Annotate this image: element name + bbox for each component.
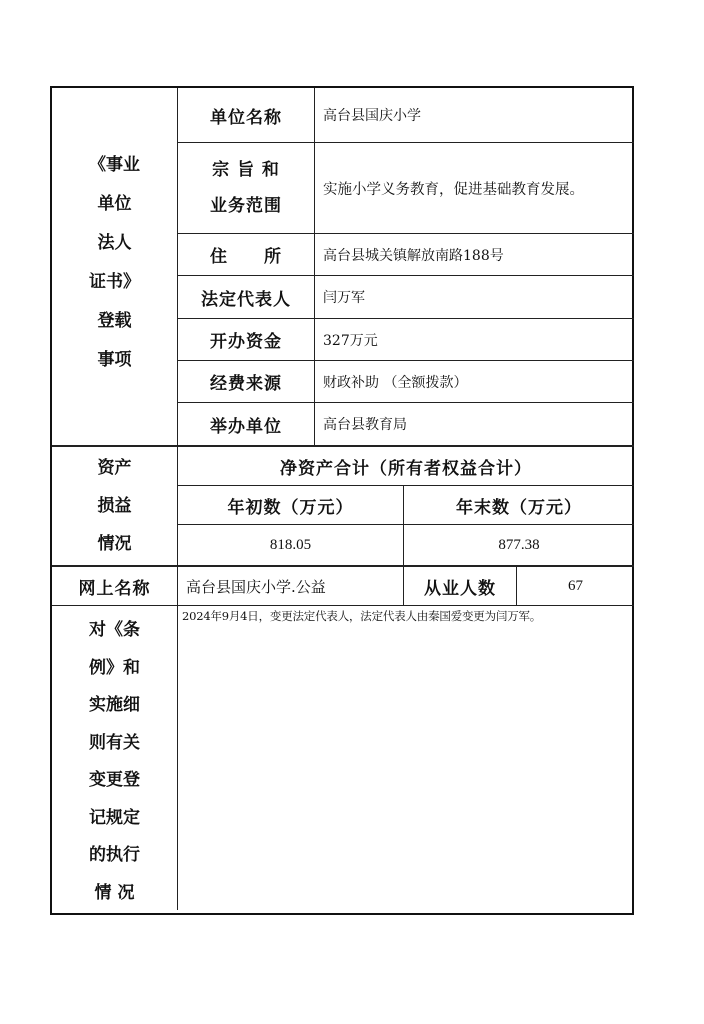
section2-title-line: 损益	[97, 496, 132, 516]
section4-title-line: 记规定	[89, 807, 140, 828]
unit-name-label: 单位名称	[210, 107, 282, 128]
online-name-label: 网上名称	[78, 578, 151, 599]
purpose-label	[178, 143, 314, 233]
section4-title-line: 情 况	[94, 882, 135, 903]
section2-title-line: 资产	[97, 458, 132, 478]
unit-name-value: 高台县国庆小学	[323, 108, 421, 124]
section1-title-line: 《事业	[89, 155, 140, 175]
section4-title-line: 对《条	[89, 620, 140, 640]
section4-title-line: 的执行	[89, 845, 140, 865]
section4-title-line: 例》和	[89, 657, 140, 678]
change-record-content: 2024年9月4日，变更法定代表人，法定代表人由秦国爱变更为闫万军。	[182, 609, 542, 623]
funding-source-value: 财政补助 （全额拨款）	[323, 374, 468, 391]
funding-source-label: 经费来源	[210, 374, 282, 394]
section4-title-line: 则有关	[89, 732, 140, 753]
end-year-header: 年末数（万元）	[456, 497, 582, 518]
staff-count-value: 67	[568, 577, 583, 594]
section1-title-line: 法人	[97, 233, 132, 253]
section2-title-line: 情况	[97, 534, 132, 554]
end-year-value: 877.38	[498, 536, 540, 553]
address-value: 高台县城关镇解放南路188号	[323, 247, 504, 264]
purpose-value: 实施小学义务教育，促进基础教育发展。	[323, 181, 584, 198]
online-name-value: 高台县国庆小学.公益	[186, 577, 326, 596]
section1-title-line: 事项	[97, 350, 132, 370]
section4-title-line: 实施细	[89, 695, 140, 715]
net-assets-header: 净资产合计（所有者权益合计）	[280, 458, 532, 479]
sponsor-label: 举办单位	[210, 416, 282, 437]
section1-title	[52, 88, 177, 438]
section2-title	[52, 447, 177, 565]
begin-year-value: 818.05	[269, 536, 312, 553]
legal-rep-label: 法定代表人	[201, 289, 291, 310]
capital-value: 327万元	[323, 332, 378, 349]
section1-title-line: 证书》	[89, 272, 140, 292]
purpose-label-line: 业务范围	[210, 196, 282, 216]
capital-label: 开办资金	[210, 332, 282, 352]
sponsor-value: 高台县教育局	[323, 417, 407, 433]
purpose-label-line: 宗 旨 和	[212, 160, 280, 180]
section4-title	[52, 612, 177, 910]
address-label: 住 所	[210, 247, 282, 267]
begin-year-header: 年初数（万元）	[227, 497, 354, 518]
staff-count-label: 从业人数	[424, 578, 496, 599]
legal-rep-value: 闫万军	[323, 290, 365, 306]
section4-title-line: 变更登	[89, 770, 140, 790]
section1-title-line: 登载	[97, 311, 132, 331]
section1-title-line: 单位	[97, 194, 132, 214]
